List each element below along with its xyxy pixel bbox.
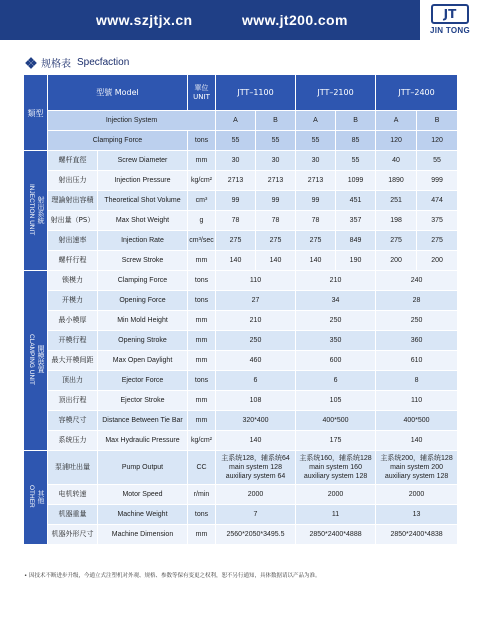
row-label-en: Distance Between Tie Bar [98,411,188,431]
row-unit: kg/cm² [188,171,216,191]
clamping-force-unit: tons [188,131,216,151]
spec-value: 27 [216,291,296,311]
spec-value: 78 [256,211,296,231]
spec-value: 55 [336,151,376,171]
other-group-label-en: OTHER [28,485,35,508]
clamping-unit-group [24,271,48,451]
spec-value: 275 [376,231,417,251]
pump-output-value [296,451,376,485]
clamping-force-value: 120 [376,131,417,151]
row-label-en: Max Open Daylight [98,351,188,371]
spec-value: 250 [296,311,376,331]
spec-value: 55 [417,151,458,171]
row-label-en: Max Hydraulic Pressure [98,431,188,451]
injection-unit-group-label [26,184,45,235]
pump-output-line: main system 160 [309,464,362,471]
pump-output-line: auxiliary system 128 [384,473,449,480]
row-label-en: Opening Stroke [98,331,188,351]
pump-output-line: 主系统128，辅系统64 [221,455,290,462]
row-label-en: Motor Speed [98,485,188,505]
row-label-zh: 电机转速 [48,485,98,505]
spec-value: 2713 [296,171,336,191]
row-unit: tons [188,371,216,391]
row-label-en: Ejector Stroke [98,391,188,411]
spec-value: 451 [336,191,376,211]
row-label-zh: 射出压力 [48,171,98,191]
row-label-en: Screw Diameter [98,151,188,171]
spec-value: 400*500 [296,411,376,431]
pump-output-value [376,451,458,485]
clamping-unit-group-label [26,334,45,385]
spec-value: 275 [296,231,336,251]
spec-value: 610 [376,351,458,371]
row-label-zh: 开模力 [48,291,98,311]
spec-value: 30 [216,151,256,171]
row-label-en: Min Mold Height [98,311,188,331]
spec-value: 78 [216,211,256,231]
spec-value: 140 [256,251,296,271]
spec-value: 2000 [216,485,296,505]
spec-value: 275 [216,231,256,251]
row-label-zh: 射出量（PS） [48,211,98,231]
spec-value: 200 [376,251,417,271]
spec-value: 6 [296,371,376,391]
spec-value: 108 [216,391,296,411]
spec-value: 250 [216,331,296,351]
footnote: • 因技术不断进步升级，今通立式注塑机对外观、规格、参数等保有变更之权利，恕不另行通知，具体数据请以产品为准。 [24,573,321,579]
spec-value: 2560*2050*3495.5 [216,525,296,545]
other-group [24,451,48,545]
row-label-en: Ejector Force [98,371,188,391]
row-unit: kg/cm² [188,431,216,451]
row-unit: mm [188,525,216,545]
pump-output-value [216,451,296,485]
logo-mark: JT [431,4,469,24]
row-label-en: Screw Stroke [98,251,188,271]
row-label-zh: 锁模力 [48,271,98,291]
pump-output-line: main system 200 [390,464,443,471]
spec-value: 2850*2400*4888 [296,525,376,545]
row-label-zh: 系统压力 [48,431,98,451]
clamping-force-value: 85 [336,131,376,151]
diamond-bullet-icon [26,58,36,68]
spec-value: 251 [376,191,417,211]
row-unit: g [188,211,216,231]
row-unit: mm [188,411,216,431]
spec-value: 999 [417,171,458,191]
spec-value: 11 [296,505,376,525]
injection-system-value: A [296,111,336,131]
spec-value: 320*400 [216,411,296,431]
row-label-zh: 顶出力 [48,371,98,391]
row-unit: mm [188,331,216,351]
spec-value: 275 [256,231,296,251]
spec-value: 13 [376,505,458,525]
other-group-label [26,485,45,508]
pump-output-line: 主系统200，辅系统128 [380,455,453,462]
type-header: 類型 [24,75,48,151]
injection-system-value: B [336,111,376,131]
website-url-right[interactable]: www.jt200.com [242,12,348,28]
row-label-zh: 顶出行程 [48,391,98,411]
injection-unit-group [24,151,48,271]
spec-value: 2713 [216,171,256,191]
row-unit: r/min [188,485,216,505]
section-title-en: Specfaction [77,57,130,68]
row-unit: tons [188,505,216,525]
spec-value: 140 [216,431,296,451]
spec-value: 210 [296,271,376,291]
spec-value: 110 [376,391,458,411]
spec-value: 200 [417,251,458,271]
spec-value: 30 [296,151,336,171]
spec-value: 198 [376,211,417,231]
row-label-zh: 开模行程 [48,331,98,351]
clamping-force-value: 120 [417,131,458,151]
row-label-en: Pump Output [98,451,188,485]
row-unit: mm [188,151,216,171]
spec-value: 400*500 [376,411,458,431]
row-label-zh: 最小模厚 [48,311,98,331]
row-unit: mm [188,351,216,371]
website-url-left[interactable]: www.szjtjx.cn [96,12,193,28]
spec-value: 34 [296,291,376,311]
spec-value: 99 [296,191,336,211]
row-label-en: Max Shot Weight [98,211,188,231]
row-unit: cm³ [188,191,216,211]
spec-value: 357 [336,211,376,231]
spec-value: 40 [376,151,417,171]
spec-value: 1099 [336,171,376,191]
spec-value: 849 [336,231,376,251]
spec-value: 6 [216,371,296,391]
row-label-en: Opening Force [98,291,188,311]
row-unit: cm³/sec [188,231,216,251]
spec-value: 190 [336,251,376,271]
clamping-force-value: 55 [216,131,256,151]
row-unit: mm [188,311,216,331]
spec-value: 28 [376,291,458,311]
spec-value: 210 [216,311,296,331]
spec-value: 175 [296,431,376,451]
spec-value: 350 [296,331,376,351]
pump-output-line: 主系统160，辅系统128 [299,455,372,462]
company-logo [420,0,480,40]
spec-value: 2000 [376,485,458,505]
spec-value: 275 [417,231,458,251]
spec-value: 110 [216,271,296,291]
row-label-zh: 机器外形尺寸 [48,525,98,545]
spec-value: 600 [296,351,376,371]
header-bar [0,0,480,40]
row-label-zh: 机器重量 [48,505,98,525]
injection-system-value: B [417,111,458,131]
spec-value: 30 [256,151,296,171]
injection-unit-group-label-zh: 射出系統 [37,195,45,224]
injection-unit-group-label-en: INJECTION UNIT [28,183,35,236]
row-label-en: Machine Weight [98,505,188,525]
spec-value: 2850*2400*4838 [376,525,458,545]
spec-value: 140 [216,251,256,271]
spec-value: 240 [376,271,458,291]
row-label-en: Machine Dimension [98,525,188,545]
row-label-zh: 螺杆行程 [48,251,98,271]
unit-header: 單位 UNIT [188,75,216,111]
spec-value: 8 [376,371,458,391]
model-header: 型號 Model [48,75,188,111]
pump-output-line: auxiliary system 64 [225,473,286,480]
other-group-label-zh: 其他 [37,489,45,504]
clamping-unit-group-label-zh: 開模裝置 [37,345,45,374]
spec-value: 7 [216,505,296,525]
clamping-force-label: Clamping Force [48,131,188,151]
spec-value: 105 [296,391,376,411]
spec-value: 375 [417,211,458,231]
spec-table [23,74,458,545]
spec-value: 140 [376,431,458,451]
row-unit: tons [188,271,216,291]
row-label-en: Clamping Force [98,271,188,291]
clamping-unit-group-label-en: CLAMPING UNIT [28,334,35,385]
row-unit: mm [188,251,216,271]
row-label-en: Injection Rate [98,231,188,251]
pump-output-line: auxiliary system 128 [303,473,368,480]
spec-value: 140 [296,251,336,271]
section-title-zh: 规格表 [41,59,71,70]
model-jtt1100-header: JTT–1100 [216,75,296,111]
spec-value: 2000 [296,485,376,505]
pump-output-line: main system 128 [229,464,282,471]
row-unit: mm [188,391,216,411]
row-label-zh: 容模尺寸 [48,411,98,431]
model-jtt2100-header: JTT–2100 [296,75,376,111]
clamping-force-value: 55 [256,131,296,151]
logo-brand-text: JIN TONG [429,26,471,35]
row-label-en: Theoretical Shot Volume [98,191,188,211]
spec-value: 474 [417,191,458,211]
row-label-zh: 理論射出容積 [48,191,98,211]
injection-system-value: A [376,111,417,131]
spec-value: 99 [216,191,256,211]
spec-value: 1890 [376,171,417,191]
injection-system-value: A [216,111,256,131]
row-label-en: Injection Pressure [98,171,188,191]
spec-value: 2713 [256,171,296,191]
row-label-zh: 泵浦吐出量 [48,451,98,485]
row-unit: tons [188,291,216,311]
spec-value: 460 [216,351,296,371]
row-label-zh: 射出速率 [48,231,98,251]
spec-value: 360 [376,331,458,351]
spec-value: 99 [256,191,296,211]
clamping-force-value: 55 [296,131,336,151]
row-unit: CC [188,451,216,485]
row-label-zh: 最大开模间距 [48,351,98,371]
injection-system-label: Injection System [48,111,216,131]
injection-system-value: B [256,111,296,131]
spec-value: 250 [376,311,458,331]
model-jtt2400-header: JTT–2400 [376,75,458,111]
section-title [26,55,129,70]
row-label-zh: 螺杆直徑 [48,151,98,171]
spec-value: 78 [296,211,336,231]
